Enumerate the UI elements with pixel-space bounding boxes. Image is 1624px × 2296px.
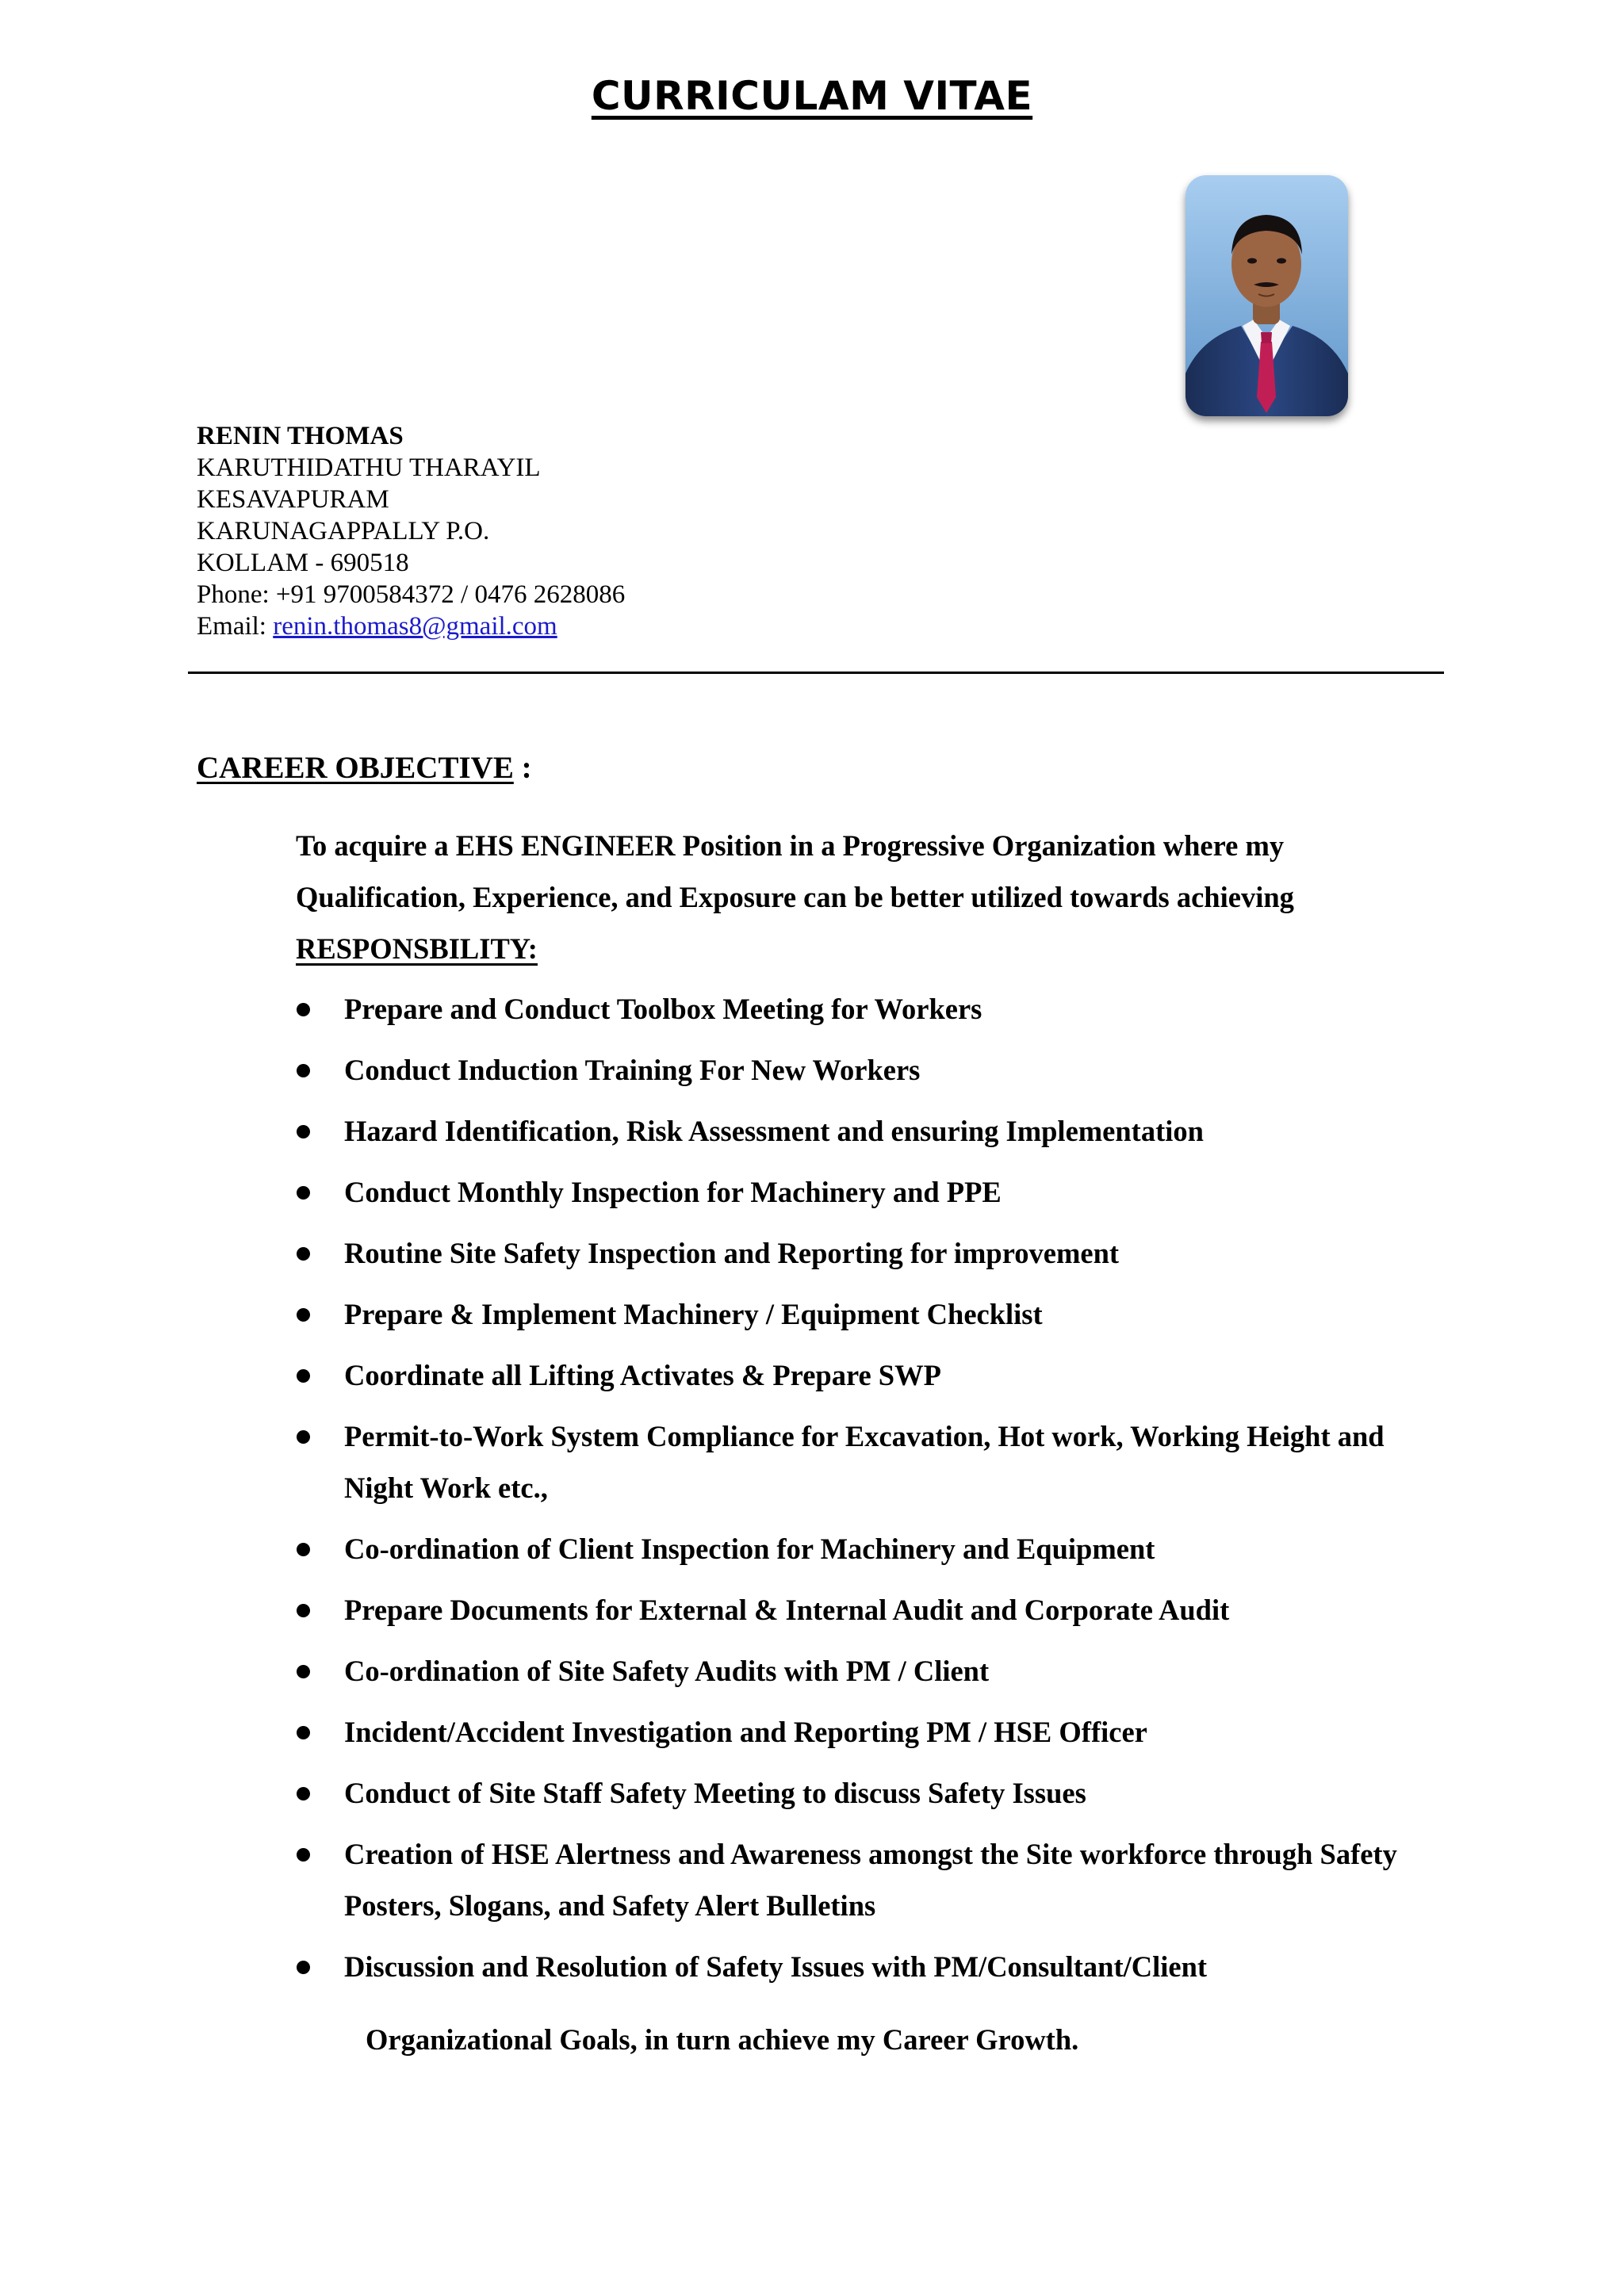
responsibility-text: Discussion and Resolution of Safety Issues with PM/Consultant/Client <box>344 1950 1208 1983</box>
responsibility-item <box>296 1645 1422 1697</box>
phone-label: Phone: <box>197 580 270 609</box>
bullet-icon <box>297 1125 310 1138</box>
responsibility-text: Routine Site Safety Inspection and Reporting for improvement <box>344 1237 1120 1269</box>
career-objective-heading <box>197 750 532 786</box>
bullet-icon <box>297 1726 310 1739</box>
bullet-icon <box>297 1430 310 1444</box>
responsibility-text: Coordinate all Lifting Activates & Prepare SWP <box>344 1359 941 1391</box>
address-line: KOLLAM - 690518 <box>197 549 409 577</box>
responsibility-text: Prepare Documents for External & Internal Audit and Corporate Audit <box>344 1594 1230 1626</box>
heading-colon: : <box>513 751 532 785</box>
responsibility-list <box>296 983 1422 1992</box>
responsibility-item <box>296 1227 1422 1279</box>
responsibility-text: Prepare and Conduct Toolbox Meeting for Workers <box>344 993 982 1025</box>
contact-block <box>197 420 625 642</box>
bullet-icon <box>297 1604 310 1617</box>
email-link[interactable]: renin.thomas8@gmail.com <box>273 612 557 641</box>
responsibility-text: Prepare & Implement Machinery / Equipment Checklist <box>344 1298 1043 1330</box>
objective-intro: To acquire a EHS ENGINEER Position in a Progressive Organization where my Qualification, Experience, and Exposure can be better utilized towards achieving <box>296 829 1294 913</box>
responsibility-text: Co-ordination of Client Inspection for Machinery and Equipment <box>344 1533 1155 1565</box>
address-line: KESAVAPURAM <box>197 485 389 514</box>
career-objective-title: CAREER OBJECTIVE <box>197 751 514 785</box>
phone-number: +91 9700584372 / 0476 2628086 <box>275 580 626 609</box>
responsibility-text: Hazard Identification, Risk Assessment and ensuring Implementation <box>344 1115 1204 1147</box>
bullet-icon <box>297 1064 310 1077</box>
candidate-name: RENIN THOMAS <box>197 422 404 450</box>
email-line <box>197 610 625 642</box>
responsibility-text: Conduct of Site Staff Safety Meeting to discuss Safety Issues <box>344 1777 1086 1809</box>
responsibility-item <box>296 1706 1422 1758</box>
objective-closing: Organizational Goals, in turn achieve my Career Growth. <box>366 2023 1079 2056</box>
responsibility-item <box>296 1828 1422 1931</box>
bullet-icon <box>297 1543 310 1556</box>
responsibility-item <box>296 1523 1422 1575</box>
email-label: Email: <box>197 612 266 641</box>
bullet-icon <box>297 1369 310 1383</box>
bullet-icon <box>297 1848 310 1862</box>
responsibility-text: Permit-to-Work System Compliance for Excavation, Hot work, Working Height and Night Work etc., <box>344 1420 1385 1504</box>
responsibility-text: Incident/Accident Investigation and Reporting PM / HSE Officer <box>344 1716 1147 1748</box>
responsibility-item <box>296 1941 1422 1992</box>
responsibility-text: Conduct Induction Training For New Workers <box>344 1054 921 1086</box>
responsibility-item <box>296 983 1422 1035</box>
responsibility-item <box>296 1288 1422 1340</box>
responsibility-text: Co-ordination of Site Safety Audits with PM / Client <box>344 1655 990 1687</box>
horizontal-divider <box>188 672 1444 674</box>
responsibility-heading: RESPONSBILITY: <box>296 932 538 965</box>
bullet-icon <box>297 1665 310 1678</box>
bullet-icon <box>297 1787 310 1800</box>
bullet-icon <box>297 1308 310 1322</box>
responsibility-item <box>296 1105 1422 1157</box>
career-objective-body <box>296 820 1422 2002</box>
address-line: KARUNAGAPPALLY P.O. <box>197 517 490 545</box>
profile-photo <box>1185 175 1348 416</box>
responsibility-item <box>296 1584 1422 1636</box>
responsibility-text: Creation of HSE Alertness and Awareness amongst the Site workforce through Safety Posters, Slogans, and Safety Alert Bulletins <box>344 1838 1397 1922</box>
responsibility-item <box>296 1410 1422 1513</box>
phone-line <box>197 579 625 610</box>
document-title: CURRICULAM VITAE <box>591 73 1033 119</box>
bullet-icon <box>297 1186 310 1200</box>
bullet-icon <box>297 1003 310 1016</box>
responsibility-item <box>296 1767 1422 1819</box>
bullet-icon <box>297 1961 310 1974</box>
bullet-icon <box>297 1247 310 1261</box>
responsibility-text: Conduct Monthly Inspection for Machinery and PPE <box>344 1176 1002 1208</box>
responsibility-item <box>296 1349 1422 1401</box>
responsibility-item <box>296 1166 1422 1218</box>
responsibility-item <box>296 1044 1422 1096</box>
address-line: KARUTHIDATHU THARAYIL <box>197 453 541 482</box>
